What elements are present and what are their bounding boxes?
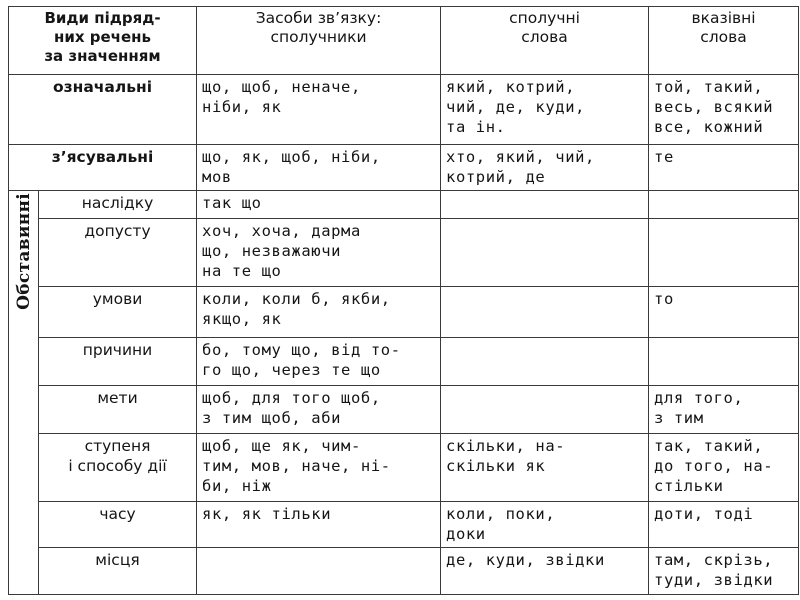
conjunctions-cell: щоб, для того щоб, з тим щоб, аби [197, 385, 441, 433]
demonstrative-words-cell: доти, тоді [649, 501, 799, 547]
clause-type-attributive: означальні [9, 75, 197, 145]
clause-subtype: мети [39, 385, 197, 433]
demonstrative-words-cell: для того, з тим [649, 385, 799, 433]
connective-words-cell: де, куди, звідки [441, 547, 649, 594]
connective-words-cell [441, 219, 649, 287]
demonstrative-words-cell: те [649, 145, 799, 191]
clause-subtype: часу [39, 501, 197, 547]
demonstrative-words-cell: то [649, 287, 799, 337]
table-row [9, 287, 799, 337]
table-row [9, 385, 799, 433]
clause-subtype: допусту [39, 219, 197, 287]
demonstrative-words-cell: той, такий, весь, всякий все, кожний [649, 75, 799, 145]
table-row [9, 219, 799, 287]
demonstrative-words-cell [649, 191, 799, 219]
conjunctions-cell: щоб, ще як, чим- тим, мов, наче, ні- би, ніж [197, 433, 441, 501]
conjunctions-cell: що, як, щоб, ніби, мов [197, 145, 441, 191]
clause-subtype: причини [39, 337, 197, 385]
header-row [9, 7, 799, 75]
demonstrative-words-cell [649, 337, 799, 385]
subordinate-clauses-table [8, 6, 799, 595]
connective-words-cell [441, 385, 649, 433]
connective-words-cell [441, 287, 649, 337]
connective-words-cell: коли, поки, доки [441, 501, 649, 547]
circumstantial-group-label: Обставинні [9, 191, 39, 595]
demonstrative-words-cell [649, 219, 799, 287]
clause-type-explanatory: з’ясувальні [9, 145, 197, 191]
table-row [9, 433, 799, 501]
table-row [9, 145, 799, 191]
clause-subtype: наслідку [39, 191, 197, 219]
demonstrative-words-cell: так, такий, до того, на- стільки [649, 433, 799, 501]
header-clause-types: Види підряд- них речень за значенням [9, 7, 197, 75]
table-row [9, 191, 799, 219]
conjunctions-cell: хоч, хоча, дарма що, незважаючи на те що [197, 219, 441, 287]
table-row [9, 547, 799, 594]
connective-words-cell: хто, який, чий, котрий, де [441, 145, 649, 191]
table-row [9, 75, 799, 145]
conjunctions-cell: так що [197, 191, 441, 219]
conjunctions-cell [197, 547, 441, 594]
table-row [9, 337, 799, 385]
conjunctions-cell: коли, коли б, якби, якщо, як [197, 287, 441, 337]
clause-subtype: місця [39, 547, 197, 594]
header-conjunctions: Засоби зв’язку: сполучники [197, 7, 441, 75]
clause-subtype: умови [39, 287, 197, 337]
connective-words-cell [441, 337, 649, 385]
header-connective-words: сполучні слова [441, 7, 649, 75]
table-row [9, 501, 799, 547]
connective-words-cell: скільки, на- скільки як [441, 433, 649, 501]
demonstrative-words-cell: там, скрізь, туди, звідки [649, 547, 799, 594]
clause-subtype: ступеня і способу дії [39, 433, 197, 501]
conjunctions-cell: як, як тільки [197, 501, 441, 547]
header-demonstrative-words: вказівні слова [649, 7, 799, 75]
connective-words-cell: який, котрий, чий, де, куди, та ін. [441, 75, 649, 145]
conjunctions-cell: бо, тому що, від то- го що, через те що [197, 337, 441, 385]
conjunctions-cell: що, щоб, неначе, ніби, як [197, 75, 441, 145]
connective-words-cell [441, 191, 649, 219]
